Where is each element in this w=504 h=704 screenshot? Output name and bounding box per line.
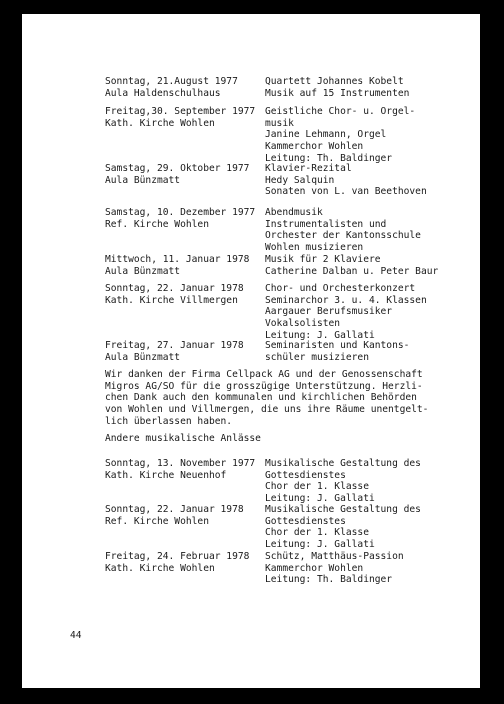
event-program: Klavier-Rezital Hedy Salquin Sonaten von L. van Beethoven bbox=[265, 163, 427, 198]
event-program: Quartett Johannes Kobelt Musik auf 15 Instrumenten bbox=[265, 76, 410, 99]
event-date-venue: Samstag, 29. Oktober 1977 Aula Bünzmatt bbox=[105, 163, 250, 186]
event-date-venue: Sonntag, 22. Januar 1978 Ref. Kirche Wohlen bbox=[105, 504, 244, 527]
page-number: 44 bbox=[70, 630, 82, 641]
event-date-venue: Sonntag, 21.August 1977 Aula Haldenschulhaus bbox=[105, 76, 238, 99]
event-program: Schütz, Matthäus-Passion Kammerchor Wohlen Leitung: Th. Baldinger bbox=[265, 551, 404, 586]
event-date-venue: Sonntag, 22. Januar 1978 Kath. Kirche Villmergen bbox=[105, 283, 244, 306]
event-program: Musik für 2 Klaviere Catherine Dalban u. Peter Baur bbox=[265, 254, 439, 277]
event-date-venue: Mittwoch, 11. Januar 1978 Aula Bünzmatt bbox=[105, 254, 250, 277]
event-program: Abendmusik Instrumentalisten und Orchester der Kantonsschule Wohlen musizieren bbox=[265, 207, 421, 254]
event-program: Musikalische Gestaltung des Gottesdienstes Chor der 1. Klasse Leitung: J. Gallati bbox=[265, 504, 421, 551]
thanks-paragraph: Wir danken der Firma Cellpack AG und der Genossenschaft Migros AG/SO für die grosszügige Unterstützung. Herzli- chen Dank auch den kommunalen und kirchlichen Behörden von Wohlen und Villmergen, die uns ihre Räume unentgelt- lich überlassen haben. bbox=[105, 369, 429, 427]
document-page bbox=[22, 14, 480, 688]
event-date-venue: Sonntag, 13. November 1977 Kath. Kirche Neuenhof bbox=[105, 458, 256, 481]
event-program: Seminaristen und Kantons- schüler musizieren bbox=[265, 340, 410, 363]
other-events-heading: Andere musikalische Anlässe bbox=[105, 433, 261, 444]
event-date-venue: Freitag,30. September 1977 Kath. Kirche Wohlen bbox=[105, 106, 256, 129]
event-date-venue: Freitag, 27. Januar 1978 Aula Bünzmatt bbox=[105, 340, 244, 363]
event-program: Musikalische Gestaltung des Gottesdienstes Chor der 1. Klasse Leitung: J. Gallati bbox=[265, 458, 421, 505]
event-date-venue: Freitag, 24. Februar 1978 Kath. Kirche Wohlen bbox=[105, 551, 250, 574]
event-program: Geistliche Chor- u. Orgel- musik Janine Lehmann, Orgel Kammerchor Wohlen Leitung: Th. Baldinger bbox=[265, 106, 416, 164]
event-date-venue: Samstag, 10. Dezember 1977 Ref. Kirche Wohlen bbox=[105, 207, 256, 230]
event-program: Chor- und Orchesterkonzert Seminarchor 3. u. 4. Klassen Aargauer Berufsmusiker Vokalsolisten Leitung: J. Gallati bbox=[265, 283, 427, 341]
